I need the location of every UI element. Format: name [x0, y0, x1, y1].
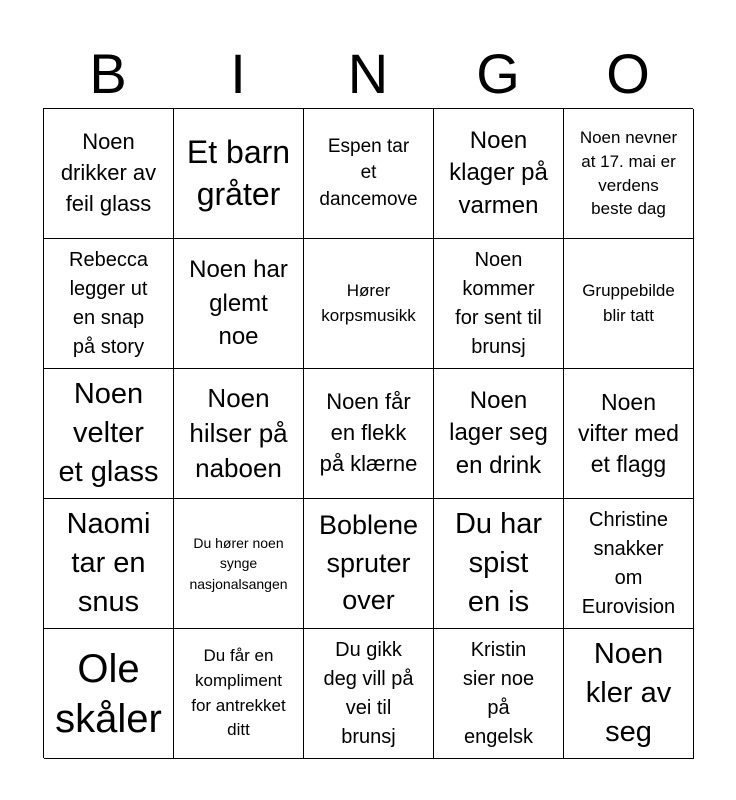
- bingo-cell-text: Du gikk deg vill på vei til brunsj: [323, 638, 414, 748]
- bingo-cell-text: Noen klager på varmen: [449, 126, 548, 219]
- bingo-cell-3-1[interactable]: [44, 369, 174, 499]
- bingo-cell-text: Noen lager seg en drink: [449, 386, 548, 479]
- bingo-cell-5-3[interactable]: [304, 629, 434, 759]
- header-letter-n: N: [347, 42, 389, 105]
- bingo-cell-1-2[interactable]: [174, 109, 304, 239]
- bingo-header: [43, 40, 693, 108]
- bingo-cell-text: Et barn gråter: [186, 133, 291, 212]
- header-letter-b: B: [89, 42, 127, 105]
- bingo-cell-text: Boblene spruter over: [318, 509, 419, 616]
- bingo-cell-3-4[interactable]: [434, 369, 564, 499]
- bingo-cell-4-5[interactable]: [564, 499, 694, 629]
- bingo-cell-5-4[interactable]: [434, 629, 564, 759]
- bingo-cell-4-1[interactable]: [44, 499, 174, 629]
- bingo-cell-text: Du hører noen synge nasjonalsangen: [189, 535, 288, 592]
- bingo-cell-5-5[interactable]: [564, 629, 694, 759]
- bingo-cell-text: Du har spist en is: [454, 507, 543, 619]
- bingo-cell-text: Gruppebilde blir tatt: [582, 280, 675, 325]
- bingo-cell-4-2[interactable]: [174, 499, 304, 629]
- header-letter-i: I: [230, 42, 246, 105]
- header-letter-g: G: [476, 42, 520, 105]
- bingo-cell-5-1[interactable]: [44, 629, 174, 759]
- bingo-cell-text: Noen nevner at 17. mai er verdens beste dag: [579, 127, 678, 219]
- bingo-cell-1-5[interactable]: [564, 109, 694, 239]
- bingo-cell-4-4[interactable]: [434, 499, 564, 629]
- bingo-cell-2-5[interactable]: [564, 239, 694, 369]
- bingo-cell-text: Kristin sier noe på engelsk: [462, 638, 535, 748]
- bingo-cell-text: Noen får en flekk på klærne: [319, 389, 418, 476]
- bingo-cell-text: Ole skåler: [55, 646, 162, 741]
- bingo-cell-2-4[interactable]: [434, 239, 564, 369]
- bingo-cell-text: Noen kler av seg: [585, 637, 672, 749]
- bingo-cell-text: Rebecca legger ut en snap på story: [69, 248, 148, 358]
- bingo-cell-text: Noen hilser på naboen: [189, 382, 288, 484]
- bingo-cell-text: Noen kommer for sent til brunsj: [455, 248, 542, 358]
- bingo-cell-4-3[interactable]: [304, 499, 434, 629]
- bingo-cell-2-1[interactable]: [44, 239, 174, 369]
- bingo-cell-3-2[interactable]: [174, 369, 304, 499]
- bingo-cell-text: Hører korpsmusikk: [321, 280, 416, 325]
- bingo-cell-2-2[interactable]: [174, 239, 304, 369]
- header-letter-o: O: [606, 42, 650, 105]
- bingo-board: [43, 108, 693, 758]
- bingo-cell-text: Naomi tar en snus: [66, 507, 151, 619]
- bingo-cell-3-5[interactable]: [564, 369, 694, 499]
- bingo-cell-1-4[interactable]: [434, 109, 564, 239]
- bingo-cell-text: Noen drikker av feil glass: [60, 129, 157, 216]
- bingo-cell-2-3[interactable]: [304, 239, 434, 369]
- bingo-cell-1-3[interactable]: [304, 109, 434, 239]
- bingo-cell-text: Noen vifter med et flagg: [578, 388, 679, 478]
- bingo-cell-5-2[interactable]: [174, 629, 304, 759]
- bingo-cell-text: Noen har glemt noe: [189, 256, 288, 351]
- bingo-cell-text: Du får en kompliment for antrekket ditt: [191, 646, 286, 740]
- bingo-cell-3-3[interactable]: [304, 369, 434, 499]
- bingo-cell-text: Noen velter et glass: [58, 377, 159, 489]
- bingo-cell-1-1[interactable]: [44, 109, 174, 239]
- bingo-cell-text: Christine snakker om Eurovision: [581, 508, 676, 618]
- bingo-cell-text: Espen tar et dancemove: [319, 135, 418, 210]
